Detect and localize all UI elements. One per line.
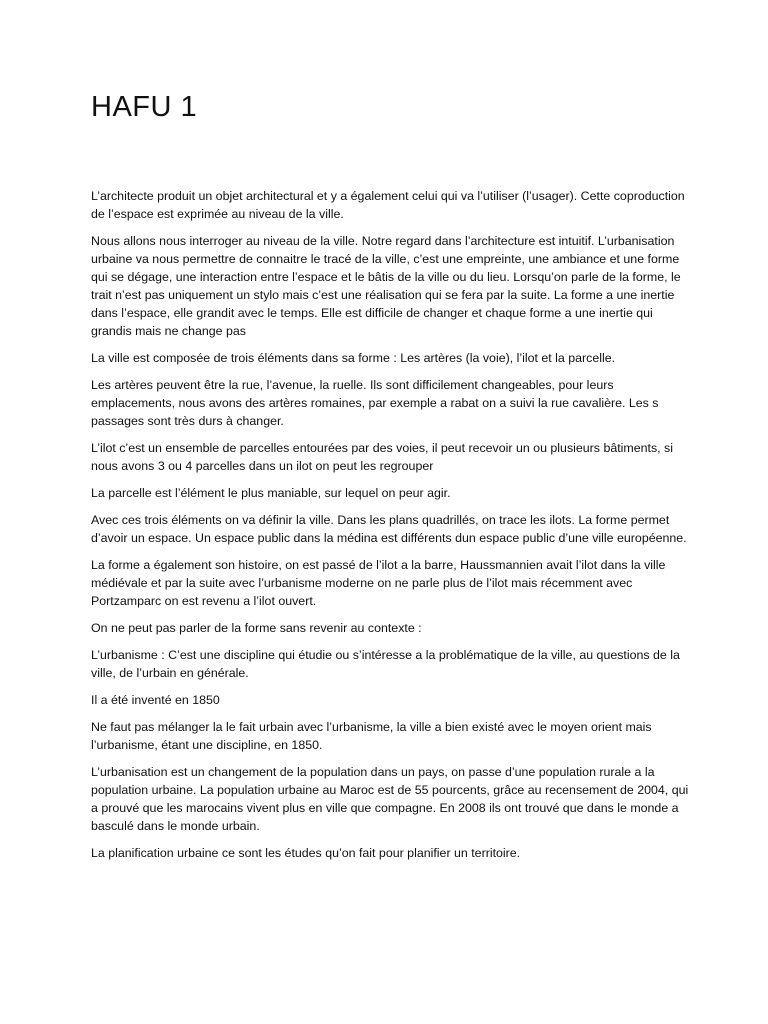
paragraph: Avec ces trois éléments on va définir la ville. Dans les plans quadrillés, on trace les ilots. La forme permet d’avoir un espace. Un espace public dans la médina est différents dun espace public d’une ville européenne. (91, 513, 687, 545)
paragraph: L’urbanisation est un changement de la population dans un pays, on passe d’une population rurale a la population urbaine. La population urbaine au Maroc est de 55 pourcents, grâce au recensement de 2004, qui a prouvé que les marocains vivent plus en ville que compagne. En 2008 ils ont trouvé que dans le monde a basculé dans le monde urbain. (91, 765, 689, 833)
paragraph: La parcelle est l’élément le plus maniable, sur lequel on peur agir. (91, 486, 451, 500)
paragraph: Ne faut pas mélanger la le fait urbain avec l’urbanisme, la ville a bien existé avec le moyen orient mais l’urbanisme, étant une discipline, en 1850. (91, 720, 652, 752)
paragraph: L’architecte produit un objet architectural et y a également celui qui va l’utiliser (l’usager). Cette coproduction de l’espace est exprimée au niveau de la ville. (91, 189, 685, 221)
paragraph: Les artères peuvent être la rue, l’avenue, la ruelle. Ils sont difficilement changeables, pour leurs emplacements, nous avons des artères romaines, par exemple a rabat on a suivi la rue cavalière. Les s passages sont très durs à changer. (91, 378, 659, 428)
paragraph: Nous allons nous interroger au niveau de la ville. Notre regard dans l’architecture est intuitif. L’urbanisation urbaine va nous permettre de connaitre le tracé de la ville, c’est une empreinte, une ambiance et une forme qui se dégage, une interaction entre l’espace et le bâtis de la ville ou du lieu. Lorsqu’on parle de la forme, le trait n’est pas uniquement un stylo mais c’est une réalisation qui se fera par la suite. La forme a une inertie dans l’espace, elle grandit avec le temps. Elle est difficile de changer et chaque forme a une inertie qui grandis mais ne change pas (91, 234, 681, 338)
paragraph: La forme a également son histoire, on est passé de l’ilot a la barre, Haussmannien avait l’ilot dans la ville médiévale et par la suite avec l’urbanisme moderne on ne parle plus de l’ilot mais récemment avec Portzamparc on est revenu a l’ilot ouvert. (91, 558, 666, 608)
paragraph: On ne peut pas parler de la forme sans revenir au contexte : (91, 621, 422, 635)
document-title: HAFU 1 (91, 91, 198, 123)
paragraph: L’ilot c’est un ensemble de parcelles entourées par des voies, il peut recevoir un ou plusieurs bâtiments, si nous avons 3 ou 4 parcelles dans un ilot on peut les regrouper (91, 441, 673, 473)
paragraph: Il a été inventé en 1850 (91, 693, 220, 707)
paragraph: La ville est composée de trois éléments dans sa forme : Les artères (la voie), l’ilot et la parcelle. (91, 351, 616, 365)
paragraph: L’urbanisme : C’est une discipline qui étudie ou s’intéresse a la problématique de la ville, au questions de la ville, de l’urbain en générale. (91, 648, 680, 680)
paragraph: La planification urbaine ce sont les études qu’on fait pour planifier un territoire. (91, 846, 521, 860)
document-body (91, 187, 691, 871)
